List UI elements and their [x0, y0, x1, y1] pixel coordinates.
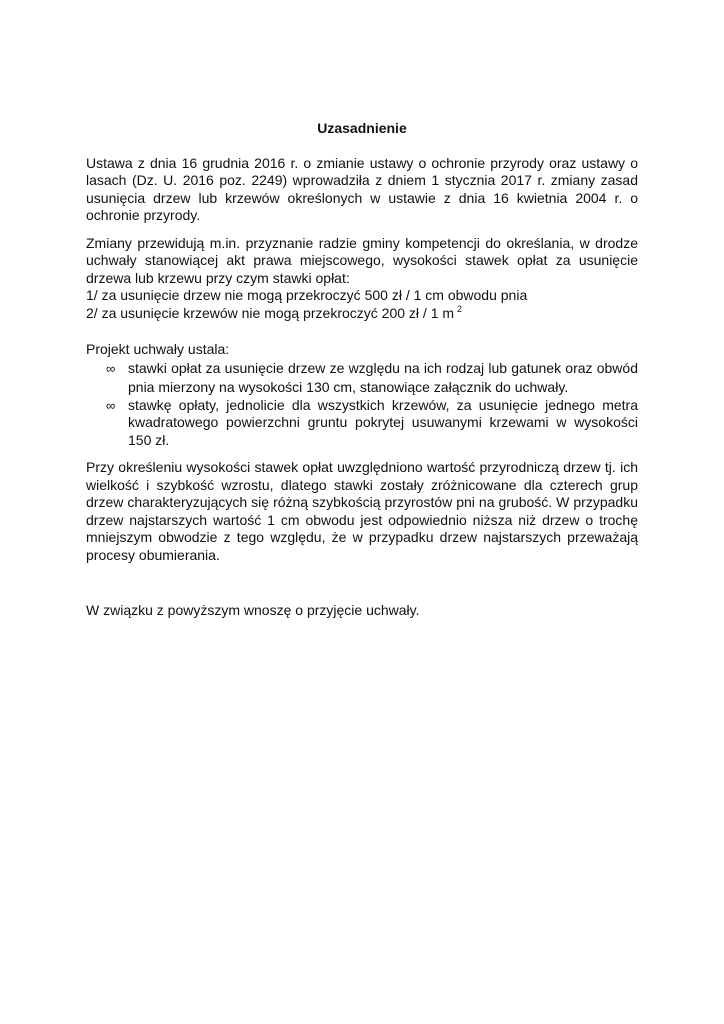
bullet-icon: ∞ — [106, 360, 116, 376]
paragraph-changes-block — [86, 235, 638, 325]
project-block — [86, 341, 638, 449]
document-title: Uzasadnienie — [317, 120, 407, 136]
project-intro: Projekt uchwały ustala: — [86, 341, 230, 357]
bullet-text-rate-shrubs: stawkę opłaty, jednolicie dla wszystkich krzewów, za usunięcie jednego metra kwadratowego powierzchni gruntu pokrytej usuwanymi krzewami w wysokości 150 zł. — [128, 396, 638, 448]
limit-shrubs: 2/ za usunięcie krzewów nie mogą przekroczyć 200 zł / 1 m — [86, 304, 455, 321]
limit-shrubs-superscript: 2 — [457, 303, 463, 314]
list-item — [86, 397, 638, 450]
paragraph-justification: Przy określeniu wysokości stawek opłat uwzględniono wartość przyrodniczą drzew tj. ich wielkość i szybkość wzrostu, dlatego stawki zostały zróżnicowane dla czterech grup drzew charakteryzujących się różną szybkością przyrostów pni na grubość. W przypadku drzew najstarszych wartość 1 cm obwodu jest odpowiednio niższa niż drzew o trochę mniejszym obwodzie z tego względu, że w przypadku drzew najstarszych przeważają procesy obumierania. — [86, 459, 638, 563]
limit-trees: 1/ za usunięcie drzew nie mogą przekroczyć 500 zł / 1 cm obwodu pnia — [86, 287, 528, 303]
bullet-icon: ∞ — [106, 397, 116, 413]
list-item — [86, 359, 638, 397]
project-bullet-list — [86, 359, 638, 450]
limit-shrubs-line — [86, 305, 638, 325]
paragraph-changes: Zmiany przewidują m.in. przyznanie radzie gminy kompetencji do określania, w drodze uchwały stanowiącej akt prawa miejscowego, wysokości stawek opłat za usunięcie drzewa lub krzewu przy czym stawki opłat: — [86, 234, 638, 286]
closing-statement: W związku z powyższym wnoszę o przyjęcie uchwały. — [86, 602, 420, 618]
document-body — [86, 120, 638, 620]
bullet-text-rates-trees: stawki opłat za usunięcie drzew ze względu na ich rodzaj lub gatunek oraz obwód pnia mierzony na wysokości 130 cm, stanowiące załącznik do uchwały. — [128, 359, 638, 395]
paragraph-intro: Ustawa z dnia 16 grudnia 2016 r. o zmianie ustawy o ochronie przyrody oraz ustawy o lasach (Dz. U. 2016 poz. 2249) wprowadziła z dniem 1 stycznia 2017 r. zmiany zasad usunięcia drzew lub krzewów określonych w ustawie z dnia 16 kwietnia 2004 r. o ochronie przyrody. — [86, 154, 638, 223]
